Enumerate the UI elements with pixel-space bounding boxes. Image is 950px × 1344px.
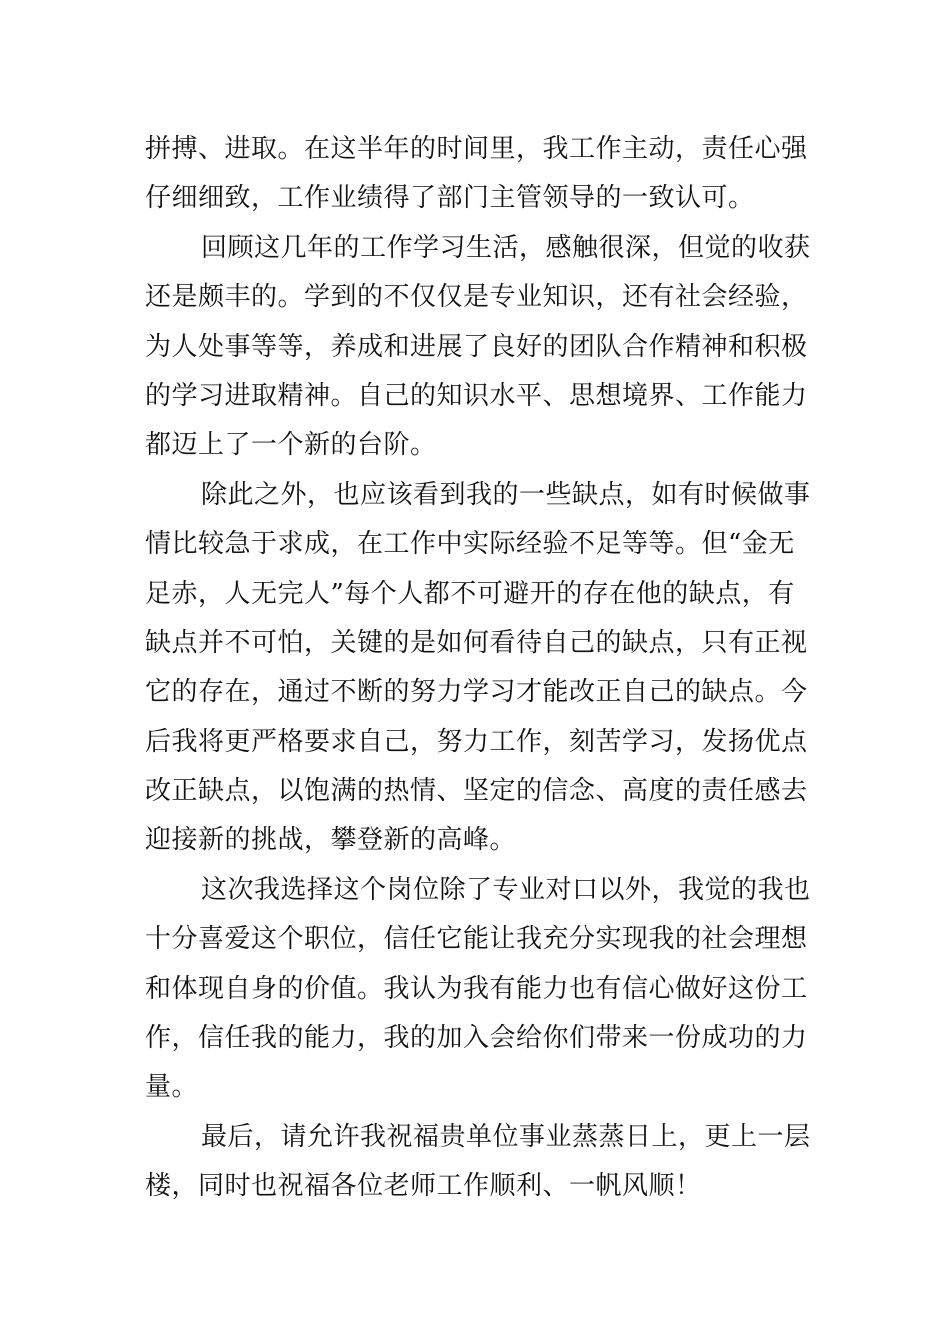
text-line: 迎接新的挑战，攀登新的高峰。 — [145, 825, 517, 856]
text-line: 后我将更严格要求自己，努力工作，刻苦学习，发扬优点 — [145, 726, 808, 757]
text-line: 十分喜爱这个职位，信任它能让我充分实现我的社会理想 — [145, 924, 808, 955]
text-line: 还是颇丰的。学到的不仅仅是专业知识，还有社会经验， — [145, 282, 808, 313]
text-line: 作，信任我的能力，我的加入会给你们带来一份成功的力 — [145, 1023, 808, 1054]
text-line: 量。 — [145, 1072, 199, 1103]
text-line: 情比较急于求成，在工作中实际经验不足等等。但“金无 — [145, 529, 795, 560]
text-line: 最后，请允许我祝福贵单位事业蒸蒸日上，更上一层 — [201, 1121, 811, 1152]
text-line: 足赤，人无完人”每个人都不可避开的存在他的缺点，有 — [145, 578, 795, 609]
text-line: 和体现自身的价值。我认为我有能力也有信心做好这份工 — [145, 973, 808, 1004]
text-line: 拼搏、进取。在这半年的时间里，我工作主动，责任心强 — [145, 134, 808, 164]
text-line: 它的存在，通过不断的努力学习才能改正自己的缺点。今 — [145, 677, 808, 708]
text-line: 仔细细致，工作业绩得了部门主管领导的一致认可。 — [145, 183, 755, 214]
text-line: 缺点并不可怕，关键的是如何看待自己的缺点，只有正视 — [145, 627, 808, 658]
text-line: 回顾这几年的工作学习生活，感触很深，但觉的收获 — [201, 232, 811, 263]
text-line: 为人处事等等，养成和进展了良好的团队合作精神和积极 — [145, 331, 808, 362]
text-line: 都迈上了一个新的台阶。 — [145, 430, 437, 461]
text-line: 楼，同时也祝福各位老师工作顺利、一帆风顺！ — [145, 1171, 702, 1202]
body-text — [145, 125, 810, 1212]
text-line: 除此之外，也应该看到我的一些缺点，如有时候做事 — [201, 479, 811, 510]
text-line: 的学习进取精神。自己的知识水平、思想境界、工作能力 — [145, 380, 808, 411]
text-line: 这次我选择这个岗位除了专业对口以外，我觉的我也 — [201, 874, 811, 905]
text-line: 改正缺点，以饱满的热情、坚定的信念、高度的责任感去 — [145, 776, 808, 807]
